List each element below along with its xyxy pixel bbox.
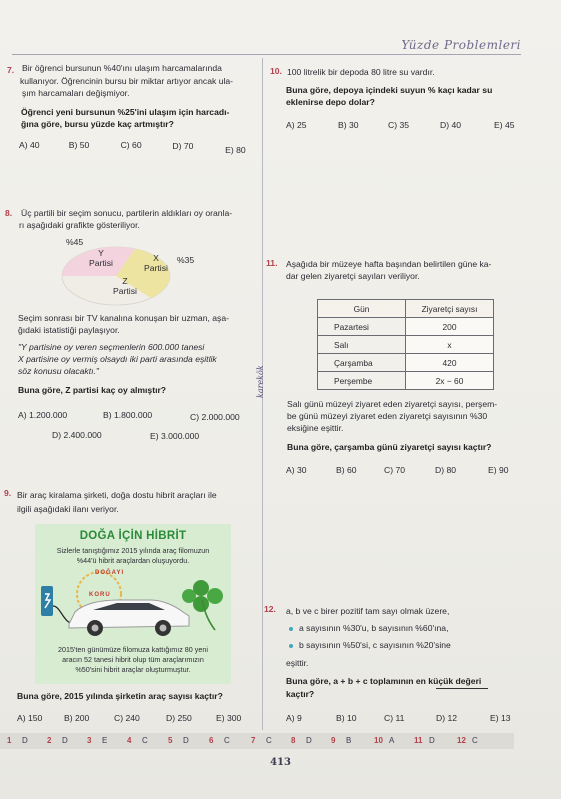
table-row bbox=[318, 336, 494, 354]
answer-key-letter: D bbox=[22, 736, 28, 745]
condition-text: a sayısının %30'u, b sayısının %60'ına, bbox=[299, 623, 449, 633]
underline-mark bbox=[436, 688, 488, 689]
publisher-brand: karekök bbox=[256, 365, 265, 398]
answer-key-item bbox=[374, 736, 407, 745]
question-text: kullanıyor. Öğrencinin bursu bir miktar artıyor ancak ula- bbox=[20, 76, 234, 86]
condition-text: b sayısının %50'si, c sayısının %20'sine bbox=[299, 640, 451, 650]
question-text: eşittir. bbox=[286, 658, 309, 668]
option-b[interactable]: B) 10 bbox=[336, 713, 357, 723]
answer-key-letter: B bbox=[346, 736, 352, 745]
question-text: şım harcamaları değişmiyor. bbox=[22, 88, 130, 98]
answer-key-number: 4 bbox=[127, 736, 132, 745]
header-rule bbox=[12, 54, 521, 55]
hybrid-car-illustration bbox=[39, 566, 229, 642]
question-text: ilgili aşağıdaki ilanı veriyor. bbox=[17, 504, 119, 514]
question-prompt: Öğrenci yeni bursunun %25'ini ulaşım için harcadı- bbox=[21, 107, 230, 117]
ad-text: %50'sini hibrit araçlar oluşturmuştur. bbox=[75, 665, 191, 674]
question-prompt: Buna göre, çarşamba günü ziyaretçi sayısı kaçtır? bbox=[287, 442, 492, 452]
option-a[interactable]: A) 30 bbox=[286, 465, 307, 475]
option-a[interactable]: A) 9 bbox=[286, 713, 302, 723]
table-cell: 200 bbox=[406, 318, 494, 336]
option-a[interactable]: A) 25 bbox=[286, 120, 307, 130]
question-prompt: Buna göre, 2015 yılında şirketin araç sayısı kaçtır? bbox=[17, 691, 223, 701]
table-cell: Salı bbox=[318, 336, 406, 354]
table-cell: Çarşamba bbox=[318, 354, 406, 372]
quote-text: "Y partisine oy veren seçmenlerin 600.000 tanesi bbox=[18, 342, 205, 352]
option-c[interactable]: C) 240 bbox=[114, 713, 140, 723]
answer-key-number: 1 bbox=[7, 736, 12, 745]
answer-options bbox=[19, 140, 259, 155]
answer-key-item bbox=[47, 736, 80, 745]
option-c[interactable]: C) 2.000.000 bbox=[190, 412, 240, 422]
table-header: Gün bbox=[318, 300, 406, 318]
question-text: dar gelen ziyaretçi sayıları veriliyor. bbox=[286, 271, 420, 281]
ad-text: Sizlerle tanıştığımız 2015 yılında araç filomuzun bbox=[56, 546, 210, 555]
option-e[interactable]: E) 45 bbox=[494, 120, 515, 130]
ad-text: aracın 52 tanesi hibrit olup tüm araçlarımızın bbox=[62, 655, 204, 664]
answer-key-item bbox=[7, 736, 40, 745]
option-e[interactable]: E) 3.000.000 bbox=[150, 431, 200, 441]
question-text: Bir araç kiralama şirketi, doğa dostu hibrit araçları ile bbox=[17, 490, 217, 500]
answer-key-number: 9 bbox=[331, 736, 336, 745]
question-prompt: eklenirse depo dolar? bbox=[286, 97, 375, 107]
pie-label-y: Y Partisi bbox=[89, 248, 113, 268]
ad-logo-top: DOĞAYI bbox=[95, 570, 125, 576]
option-e[interactable]: E) 300 bbox=[216, 713, 242, 723]
answer-key-letter: E bbox=[102, 736, 108, 745]
pie-label-z: Z Partisi bbox=[113, 276, 137, 296]
visitor-table bbox=[317, 299, 494, 390]
option-c[interactable]: C) 60 bbox=[120, 140, 142, 150]
answer-key-number: 6 bbox=[209, 736, 214, 745]
answer-key-letter: C bbox=[142, 736, 148, 745]
option-c[interactable]: C) 11 bbox=[384, 713, 405, 723]
pie-label-x: X Partisi bbox=[144, 253, 168, 273]
option-a[interactable]: A) 40 bbox=[19, 140, 40, 150]
section-title: Yüzde Problemleri bbox=[401, 38, 521, 52]
option-e[interactable]: E) 13 bbox=[490, 713, 511, 723]
question-prompt: ğına göre, bursu yüzde kaç artmıştır? bbox=[21, 119, 174, 129]
bullet-icon bbox=[289, 644, 293, 648]
pie-svg bbox=[58, 238, 198, 308]
option-c[interactable]: C) 35 bbox=[388, 120, 410, 130]
answer-key-item bbox=[87, 736, 120, 745]
table-header: Ziyaretçi sayısı bbox=[406, 300, 494, 318]
answer-key-item bbox=[209, 736, 242, 745]
table-cell: Perşembe bbox=[318, 372, 406, 390]
answer-key-number: 10 bbox=[374, 736, 383, 745]
answer-key-item bbox=[331, 736, 364, 745]
question-text: eksiğine eşittir. bbox=[287, 423, 344, 433]
option-a[interactable]: A) 1.200.000 bbox=[18, 410, 68, 420]
answer-key bbox=[0, 733, 561, 749]
option-b[interactable]: B) 1.800.000 bbox=[103, 410, 153, 420]
option-e[interactable]: E) 90 bbox=[488, 465, 509, 475]
ad-logo-bottom: KORU bbox=[89, 592, 111, 598]
answer-key-letter: D bbox=[306, 736, 312, 745]
answer-options bbox=[17, 713, 262, 723]
table-row bbox=[318, 372, 494, 390]
ad-title: DOĞA İÇİN HİBRİT bbox=[79, 530, 187, 542]
option-d[interactable]: D) 80 bbox=[435, 465, 457, 475]
question-number: 8. bbox=[5, 208, 13, 218]
option-c[interactable]: C) 70 bbox=[384, 465, 406, 475]
answer-key-number: 8 bbox=[291, 736, 296, 745]
answer-key-letter: D bbox=[429, 736, 435, 745]
answer-key-item bbox=[168, 736, 201, 745]
answer-key-letter: A bbox=[389, 736, 395, 745]
option-d[interactable]: D) 70 bbox=[172, 141, 194, 151]
question-text: Aşağıda bir müzeye hafta başından belirtilen güne ka- bbox=[286, 259, 492, 269]
option-d[interactable]: D) 250 bbox=[166, 713, 192, 723]
answer-key-item bbox=[251, 736, 284, 745]
question-text: Salı günü müzeyi ziyaret eden ziyaretçi sayısı, perşem- bbox=[287, 399, 498, 409]
table-cell: x bbox=[406, 336, 494, 354]
option-a[interactable]: A) 150 bbox=[17, 713, 43, 723]
charger-icon bbox=[41, 586, 53, 616]
question-text: a, b ve c birer pozitif tam sayı olmak üzere, bbox=[286, 606, 450, 616]
answer-key-number: 5 bbox=[168, 736, 173, 745]
question-number: 9. bbox=[4, 488, 12, 498]
answer-key-number: 3 bbox=[87, 736, 92, 745]
option-b[interactable]: B) 50 bbox=[68, 140, 90, 150]
question-prompt: kaçtır? bbox=[286, 689, 315, 699]
question-number: 10. bbox=[270, 66, 282, 76]
bullet-icon bbox=[289, 627, 293, 631]
answer-key-item bbox=[127, 736, 160, 745]
answer-key-item bbox=[457, 736, 490, 745]
option-b[interactable]: B) 60 bbox=[336, 465, 357, 475]
answer-key-letter: C bbox=[266, 736, 272, 745]
answer-key-letter: C bbox=[224, 736, 230, 745]
option-b[interactable]: B) 200 bbox=[64, 713, 90, 723]
question-text: ğıdaki istatistiği paylaşıyor. bbox=[18, 325, 120, 335]
answer-key-number: 2 bbox=[47, 736, 52, 745]
ad-text: %44'ü hibrit araçlardan oluşuyordu. bbox=[76, 556, 190, 565]
question-prompt: Buna göre, depoya içindeki suyun % kaçı kadar su bbox=[286, 85, 493, 95]
ad-text: 2015'ten günümüze filomuza kattığımız 80 yeni bbox=[57, 645, 208, 654]
answer-key-number: 7 bbox=[251, 736, 256, 745]
answer-options bbox=[286, 120, 546, 130]
question-prompt: Buna göre, Z partisi kaç oy almıştır? bbox=[18, 385, 167, 395]
hybrid-ad bbox=[35, 524, 231, 684]
option-b[interactable]: B) 30 bbox=[338, 120, 359, 130]
answer-options bbox=[286, 713, 551, 723]
pie-percent-y: %45 bbox=[66, 237, 84, 247]
option-d[interactable]: D) 40 bbox=[440, 120, 462, 130]
question-text: Üç partili bir seçim sonucu, partilerin aldıkları oy oranla- bbox=[21, 208, 233, 218]
answer-key-letter: D bbox=[183, 736, 189, 745]
option-d[interactable]: D) 12 bbox=[436, 713, 458, 723]
answer-key-number: 12 bbox=[457, 736, 466, 745]
answer-key-item bbox=[414, 736, 447, 745]
question-number: 11. bbox=[266, 258, 278, 268]
question-text: be günü müzeyi ziyaret eden ziyaretçi sayısının %30 bbox=[287, 411, 488, 421]
quote-text: söz konusu olacaktı." bbox=[18, 366, 99, 376]
table-cell: 420 bbox=[406, 354, 494, 372]
table-row bbox=[318, 354, 494, 372]
table-row bbox=[318, 318, 494, 336]
table-cell: 2x − 60 bbox=[406, 372, 494, 390]
question-text: Bir öğrenci bursunun %40'ını ulaşım harcamalarında bbox=[22, 63, 222, 73]
table-cell: Pazartesi bbox=[318, 318, 406, 336]
question-text: Seçim sonrası bir TV kanalına konuşan bir uzman, aşa- bbox=[18, 313, 229, 323]
question-prompt: Buna göre, a + b + c toplamının en küçük değeri bbox=[286, 676, 482, 686]
table-header-row bbox=[318, 300, 494, 318]
pie-chart bbox=[58, 238, 198, 308]
quote-text: X partisine oy vermiş olsaydı iki parti arasında eşitlik bbox=[18, 354, 217, 364]
answer-options bbox=[286, 465, 551, 475]
question-number: 7. bbox=[7, 65, 15, 75]
question-text: rı aşağıdaki grafikte gösteriliyor. bbox=[19, 220, 140, 230]
answer-key-letter: D bbox=[62, 736, 68, 745]
answer-key-number: 11 bbox=[414, 736, 423, 745]
answer-key-item bbox=[291, 736, 324, 745]
pie-percent-x: %35 bbox=[177, 255, 195, 265]
option-e[interactable]: E) 80 bbox=[225, 145, 246, 155]
question-text: 100 litrelik bir depoda 80 litre su vardır. bbox=[287, 67, 435, 77]
option-d[interactable]: D) 2.400.000 bbox=[52, 430, 102, 440]
page-number: 413 bbox=[270, 757, 291, 768]
question-number: 12. bbox=[264, 604, 276, 614]
answer-key-letter: C bbox=[472, 736, 478, 745]
